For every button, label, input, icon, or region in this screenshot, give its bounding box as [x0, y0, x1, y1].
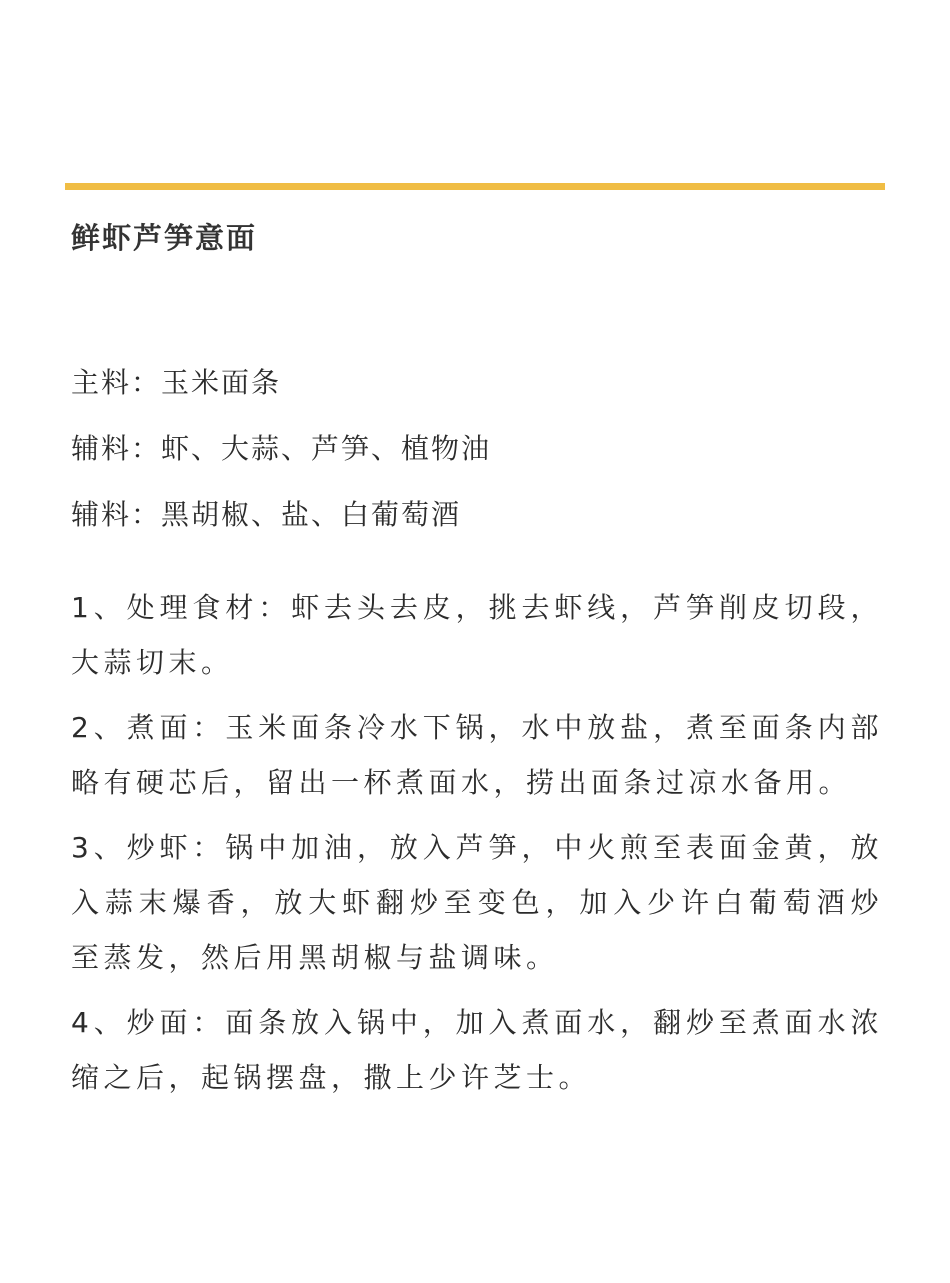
step-3: 3、炒虾：锅中加油，放入芦笋，中火煎至表面金黄，放入蒜末爆香，放大虾翻炒至变色，加入少许白葡萄酒炒至蒸发，然后用黑胡椒与盐调味。	[71, 831, 883, 974]
accent-divider	[65, 183, 885, 190]
recipe-title: 鲜虾芦笋意面	[71, 221, 258, 255]
step-4: 4、炒面：面条放入锅中，加入煮面水，翻炒至煮面水浓缩之后，起锅摆盘，撒上少许芝士。	[71, 1006, 883, 1094]
auxiliary-ingredients: 辅料：虾、大蒜、芦笋、植物油	[71, 432, 492, 465]
seasoning-ingredients: 辅料：黑胡椒、盐、白葡萄酒	[71, 498, 462, 531]
main-ingredients: 主料：玉米面条	[71, 366, 282, 399]
step-1: 1、处理食材：虾去头去皮，挑去虾线，芦笋削皮切段，大蒜切末。	[71, 591, 883, 679]
ingredients-section	[71, 360, 883, 558]
steps-section	[71, 580, 883, 1115]
step-2: 2、煮面：玉米面条冷水下锅，水中放盐，煮至面条内部略有硬芯后，留出一杯煮面水，捞出面条过凉水备用。	[71, 711, 883, 799]
